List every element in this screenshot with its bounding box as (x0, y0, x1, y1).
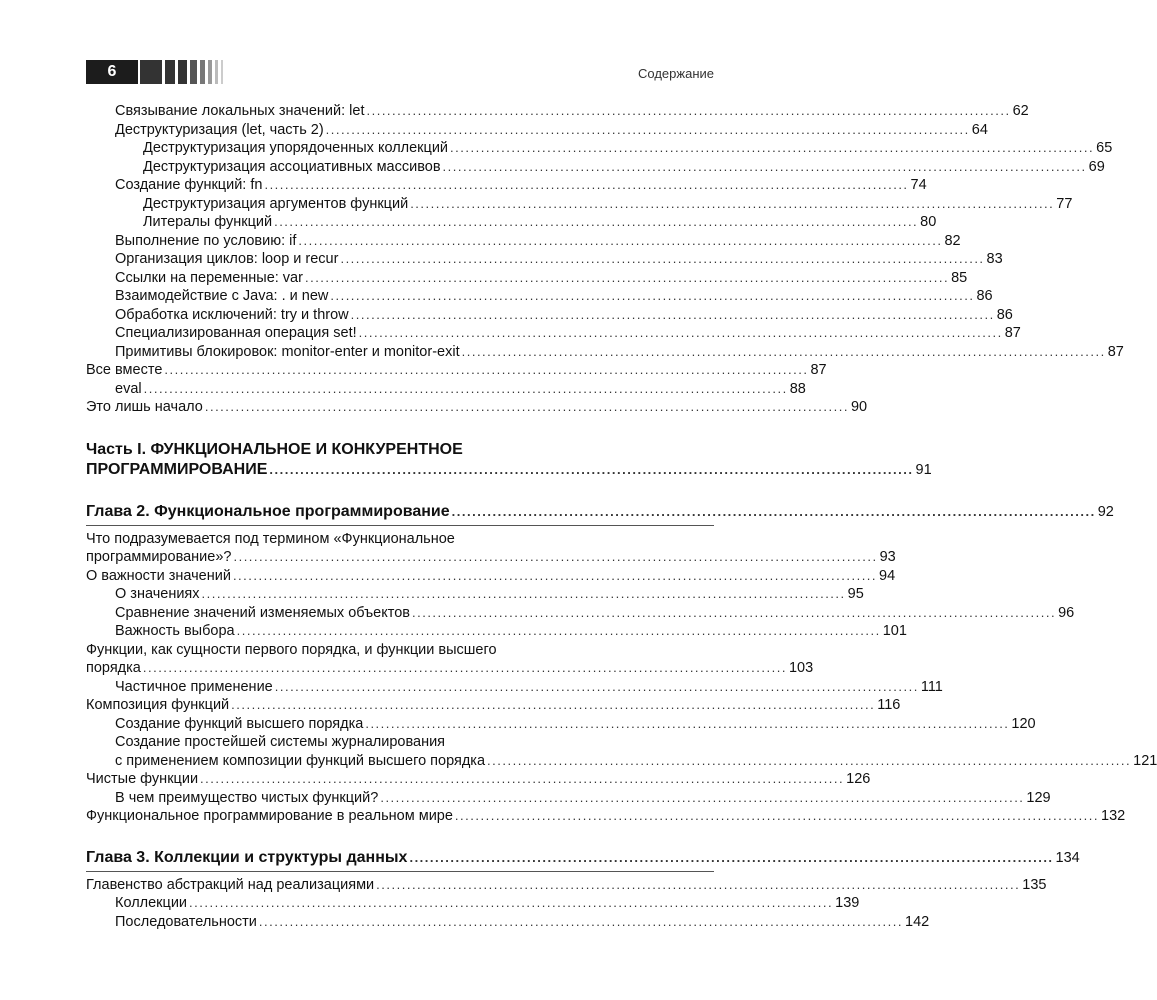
chapter-rule (86, 525, 714, 526)
leader-dots: .............................................................................................................................. (258, 913, 903, 929)
toc-entry[interactable] (86, 913, 930, 932)
leader-dots: .............................................................................................................................. (451, 503, 1096, 519)
toc-entry-title-line1: Функции, как сущности первого порядка, и функции высшего (86, 641, 497, 658)
leader-dots: .............................................................................................................................. (232, 567, 878, 583)
toc-entry-title: Выполнение по условию: if (115, 232, 297, 249)
toc-entry-page: 95 (847, 586, 864, 602)
leader-dots: .............................................................................................................................. (204, 399, 849, 414)
toc-entry[interactable] (86, 139, 1113, 158)
toc-entry-title: Связывание локальных значений: let (115, 103, 365, 119)
toc-entry[interactable] (86, 213, 937, 232)
toc-entry-page: 96 (1058, 604, 1075, 621)
leader-dots: .............................................................................................................................. (298, 232, 943, 248)
toc-entry-page: 85 (951, 269, 968, 286)
toc-entry[interactable] (86, 269, 968, 288)
toc-entry-title: Композиция функций (86, 697, 230, 713)
toc-entry-title: Чистые функции (86, 771, 199, 787)
toc-entry-page: 111 (920, 678, 943, 695)
toc-entry[interactable] (86, 807, 1126, 826)
leader-dots: .............................................................................................................................. (358, 325, 1003, 340)
toc-chapter-heading[interactable] (86, 848, 1080, 868)
toc-entry-title-line2: порядка (86, 660, 141, 676)
toc-entry-title: Деструктуризация (let, часть 2) (115, 121, 324, 138)
toc-entry-page: 90 (850, 399, 868, 415)
toc-entry[interactable] (86, 380, 806, 399)
toc-entry-page: 77 (1056, 195, 1073, 212)
toc-entry[interactable] (86, 324, 1021, 343)
toc-entry-title: Главенство абстракций над реализациями (86, 876, 375, 893)
toc-entry[interactable] (86, 715, 1036, 734)
leader-dots: .............................................................................................................................. (269, 461, 914, 477)
leader-dots: .............................................................................................................................. (189, 895, 834, 910)
leader-dots: .............................................................................................................................. (274, 214, 919, 229)
toc-entry-title: Литералы функций (143, 214, 273, 230)
leader-dots: .............................................................................................................................. (340, 251, 985, 266)
leader-dots: .............................................................................................................................. (380, 789, 1025, 805)
toc-entry[interactable] (86, 789, 1051, 808)
toc-entry[interactable] (86, 121, 988, 140)
toc-entry-page: 134 (1055, 849, 1080, 866)
toc-entry[interactable] (86, 232, 961, 251)
toc-entry[interactable] (86, 398, 868, 417)
leader-dots: .............................................................................................................................. (410, 195, 1055, 211)
page-number: 6 (86, 60, 138, 84)
toc-entry[interactable] (86, 696, 901, 715)
toc-entry-page: 83 (986, 251, 1003, 267)
toc-part-heading[interactable] (86, 440, 932, 480)
chapter-rule (86, 871, 714, 872)
toc-entry-page: 87 (810, 362, 827, 378)
leader-dots: .............................................................................................................................. (350, 306, 995, 322)
toc-entry-title: Обработка исключений: try и throw (115, 306, 349, 323)
part-title-line1: Часть I. ФУНКЦИОНАЛЬНОЕ И КОНКУРЕНТНОЕ (86, 440, 463, 458)
toc-entry-page: 92 (1097, 503, 1114, 520)
toc-entry-title: О значениях (115, 586, 200, 602)
toc-entry-page: 129 (1026, 789, 1051, 806)
toc-entry-page: 64 (971, 121, 988, 138)
chapter-title: Глава 2. Функциональное программирование (86, 502, 450, 520)
toc-entry-page: 121 (1133, 752, 1157, 769)
toc-entry-title: Взаимодействие с Java: . и new (115, 288, 329, 304)
toc-entry-page: 126 (846, 771, 871, 787)
header-stripes (138, 60, 223, 84)
toc-entry-title: Организация циклов: loop и recur (115, 251, 339, 267)
toc-entry-title-line1: Создание простейшей системы журналирования (115, 734, 446, 750)
toc-entry[interactable] (86, 195, 1073, 214)
toc-entry-page: 139 (835, 895, 860, 911)
toc-entry-title: Ссылки на переменные: var (115, 269, 303, 286)
toc-entry-title: eval (115, 380, 142, 397)
toc-entry-page: 62 (1012, 103, 1029, 119)
toc-entry[interactable] (86, 530, 896, 567)
toc-entry-title: Все вместе (86, 362, 163, 378)
toc-entry-title: Сравнение значений изменяемых объектов (115, 604, 410, 621)
toc-entry[interactable] (86, 158, 1105, 177)
toc-entry-title: Частичное применение (115, 678, 273, 695)
toc-entry-title-line2: с применением композиции функций высшего порядка (115, 752, 486, 769)
leader-dots: .............................................................................................................................. (231, 697, 876, 712)
page-header-bar (86, 60, 228, 84)
toc-entry-title: Деструктуризация ассоциативных массивов (143, 158, 441, 175)
toc-entry[interactable] (86, 876, 1047, 895)
toc-entry-title: Коллекции (115, 895, 188, 911)
toc-entry[interactable] (86, 287, 993, 306)
leader-dots: .............................................................................................................................. (304, 269, 950, 285)
leader-dots: .............................................................................................................................. (325, 121, 970, 137)
toc-entry-page: 135 (1022, 876, 1047, 893)
leader-dots: .............................................................................................................................. (200, 771, 845, 786)
toc-entry[interactable] (86, 678, 943, 697)
toc-entry[interactable] (86, 585, 864, 604)
toc-entry-title: Это лишь начало (86, 399, 203, 415)
toc-entry-title: Примитивы блокировок: monitor-enter и monitor-exit (115, 343, 460, 360)
toc-entry-page: 88 (789, 380, 806, 397)
toc-entry-page: 132 (1101, 808, 1126, 824)
leader-dots: .............................................................................................................................. (376, 876, 1021, 892)
toc-entry-title: Последовательности (115, 913, 257, 930)
toc-entry-title-line1: Что подразумевается под термином «Функциональное (86, 530, 455, 547)
toc-entry-title: В чем преимущество чистых функций? (115, 789, 379, 806)
toc-entry-page: 69 (1088, 158, 1105, 175)
leader-dots: .............................................................................................................................. (487, 752, 1132, 768)
leader-dots: .............................................................................................................................. (409, 849, 1054, 865)
toc-entry-page: 142 (905, 913, 930, 930)
toc-entry-page: 86 (996, 306, 1013, 323)
toc-chapter-heading[interactable] (86, 502, 1114, 522)
toc-entry[interactable] (86, 641, 814, 678)
leader-dots: .............................................................................................................................. (143, 380, 788, 396)
toc-entry-page: 82 (944, 232, 961, 249)
leader-dots: .............................................................................................................................. (450, 140, 1095, 155)
toc-entry-title-line2: программирование»? (86, 549, 232, 565)
leader-dots: .............................................................................................................................. (366, 103, 1011, 118)
leader-dots: .............................................................................................................................. (264, 177, 909, 192)
part-title-line2: ПРОГРАММИРОВАНИЕ (86, 460, 268, 478)
toc-entry-title: Создание функций высшего порядка (115, 715, 364, 732)
toc-entry[interactable] (86, 343, 1124, 362)
toc-entry-page: 94 (879, 567, 896, 584)
toc-entry-title: Функциональное программирование в реальном мире (86, 808, 453, 824)
toc-entry-page: 65 (1096, 140, 1113, 156)
running-section-title: Содержание (638, 66, 714, 81)
toc-entry-title: О важности значений (86, 567, 231, 584)
toc-entry-page: 116 (877, 697, 901, 713)
toc-entry[interactable] (86, 894, 860, 913)
toc-entry[interactable] (86, 306, 1013, 325)
toc-entry[interactable] (86, 733, 1157, 770)
toc-entry-page: 74 (910, 177, 927, 193)
leader-dots: .............................................................................................................................. (274, 678, 919, 694)
table-of-contents (86, 102, 1157, 931)
leader-dots: .............................................................................................................................. (164, 362, 809, 377)
toc-entry[interactable] (86, 250, 1003, 269)
toc-entry-title: Деструктуризация упорядоченных коллекций (143, 140, 449, 156)
toc-entry[interactable] (86, 567, 896, 586)
toc-entry-title: Специализированная операция set! (115, 325, 357, 341)
toc-entry-page: 93 (879, 549, 896, 565)
toc-entry-page: 103 (788, 660, 814, 676)
leader-dots: .............................................................................................................................. (454, 808, 1100, 823)
toc-entry-title: Создание функций: fn (115, 177, 263, 193)
leader-dots: .............................................................................................................................. (233, 549, 878, 564)
toc-entry-title: Важность выбора (115, 623, 235, 639)
toc-entry[interactable] (86, 102, 1029, 121)
toc-entry-page: 91 (915, 461, 932, 478)
toc-entry-page: 86 (976, 288, 993, 304)
toc-entry-page: 87 (1107, 343, 1124, 360)
toc-entry-title: Деструктуризация аргументов функций (143, 195, 409, 212)
leader-dots: .............................................................................................................................. (442, 158, 1087, 174)
toc-entry-page: 120 (1011, 715, 1036, 732)
leader-dots: .............................................................................................................................. (201, 586, 846, 601)
leader-dots: .............................................................................................................................. (365, 715, 1010, 731)
toc-entry-page: 80 (920, 214, 937, 230)
chapter-title: Глава 3. Коллекции и структуры данных (86, 848, 408, 866)
toc-entry[interactable] (86, 176, 927, 195)
toc-entry[interactable] (86, 604, 1075, 623)
leader-dots: .............................................................................................................................. (330, 288, 975, 303)
toc-entry[interactable] (86, 770, 871, 789)
toc-entry-page: 87 (1004, 325, 1021, 341)
leader-dots: .............................................................................................................................. (411, 604, 1057, 620)
leader-dots: .............................................................................................................................. (142, 660, 787, 675)
toc-entry-page: 101 (882, 623, 907, 639)
leader-dots: .............................................................................................................................. (461, 343, 1106, 359)
toc-entry[interactable] (86, 361, 827, 380)
toc-entry[interactable] (86, 622, 907, 641)
leader-dots: .............................................................................................................................. (236, 623, 881, 638)
